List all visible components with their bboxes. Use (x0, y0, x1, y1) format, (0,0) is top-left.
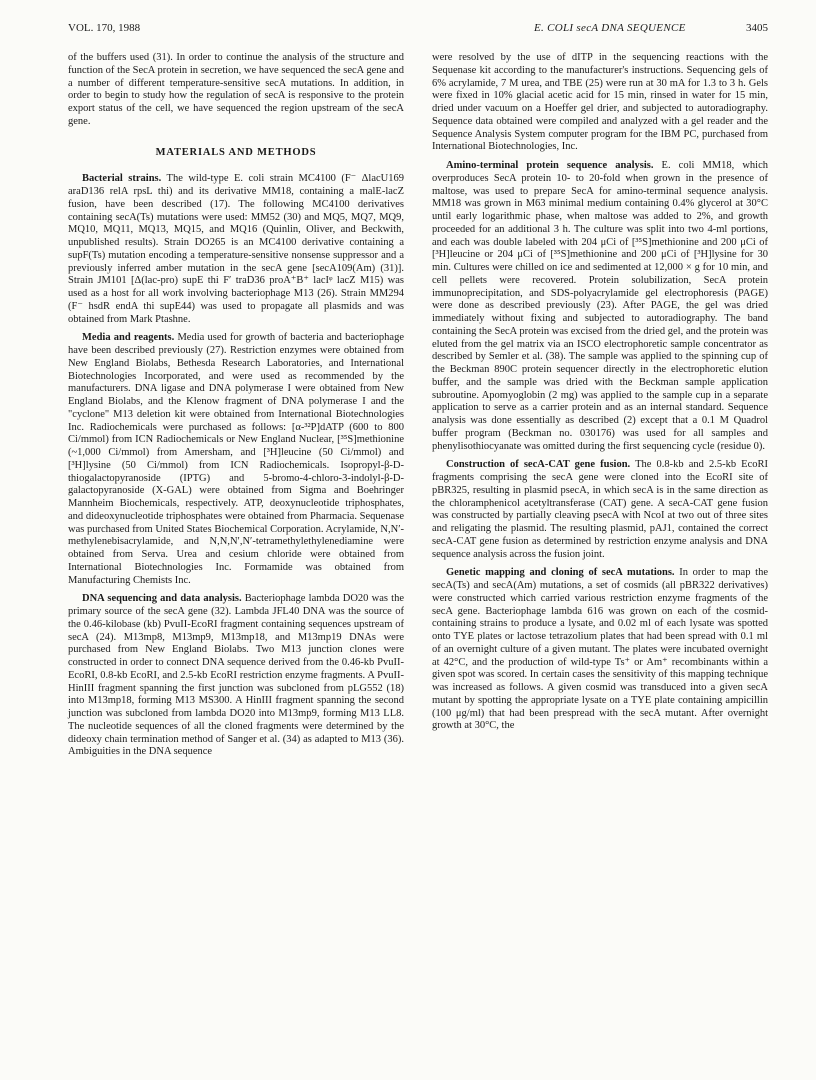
bacterial-strains-paragraph (68, 173, 404, 326)
running-head (68, 22, 768, 36)
section-heading: MATERIALS AND METHODS (155, 146, 317, 158)
intro-paragraph: of the buffers used (31). In order to continue the analysis of the structure and function of the SecA protein in secretion, we have sequenced the secA gene and a number of different temperature-sensitive secA mutations. In addition, in order to begin to study how the regulation of secA is responsive to the protein export status of the cell, we have sequenced the region upstream of the secA gene. (68, 52, 404, 127)
right-column (432, 52, 768, 733)
media-reagents-paragraph (68, 332, 404, 587)
left-column (68, 52, 404, 759)
volume-label: VOL. 170, 1988 (68, 22, 141, 34)
paragraph-body: E. coli MM18, which overproduces SecA protein 10- to 20-fold when grown in the presence of maltose, was used to prepare SecA for amino-terminal sequence analysis. MM18 was grown in M63 minimal medium containing 0.4% glycerol at 30°C until early logarithmic phase, when maltose was added to 2%, and growth proceeded for an additional 3 h. The culture was split into two 4-ml portions, and each was double labeled with 204 μCi of [³⁵S]methionine and 200 μCi of [³H]leucine or 204 μCi of [³⁵S]methionine and 200 μCi of [³H]lysine for 30 min. Cultures were chilled on ice and sedimented at 12,000 × g for 10 min, and cell pellets were recovered. Protein solubilization, SecA protein immunoprecipitation, and SDS-polyacrylamide gel electrophoresis (PAGE) were done as described previously (23). After PAGE, the gel was dried immediately without fixing and subjected to autoradiography. The band containing the SecA protein was excised from the dried gel, and the protein was eluted from the gel matrix via an ISCO electrophoretic sample concentrator as described by Semler et al. (38). The sample was applied to the spinning cup of the Beckman 890C protein sequencer directly in the electrophoretic elution buffer, and the sample was dried with the Beckman sample application subroutine. Apomyoglobin (2 mg) was applied to the sample cup in a separate application to serve as a carrier protein and as an internal standard. Sequence analysis was done essentially as described (2) except that a 0.1 M Quadrol buffer program (Beckman no. 030176) was used for all samples and phenylisothiocyanate was omitted during the first sequencing cycle (residue 0). (432, 160, 769, 452)
run-in-heading: Amino-terminal protein sequence analysis. (446, 160, 654, 171)
run-in-heading: Genetic mapping and cloning of secA mutations. (446, 567, 675, 579)
genetic-mapping-paragraph (432, 567, 768, 733)
paragraph-body: The 0.8-kb and 2.5-kb EcoRI fragments comprising the secA gene were cloned into the EcoRI site of pBR325, resulting in plasmid psecA, in which secA is in the same direction as the chloramphenicol acetyltransferase (CAT) gene. A secA-CAT gene fusion was constructed by partially cleaving psecA with NcoI at two out of three sites and religating the plasmid. The resulting plasmid, pAJ1, contained the correct secA-CAT gene fusion as determined by restriction enzyme analysis and DNA sequence analysis across the fusion joint. (432, 459, 768, 560)
running-title: E. COLI secA DNA SEQUENCE (534, 22, 686, 34)
paragraph-body: In order to map the secA(Ts) and secA(Am) mutations, a set of cosmids (all pBR322 derivatives) were constructed which carried various restriction enzyme fragments of the secA gene. Bacteriophage lambda 616 was grown on each of the cosmid-containing strains to produce a lysate, and 0.02 ml of each lysate was spotted onto TYE plates or lactose tetrazolium plates that had been spread with 0.1 ml of an overnight culture of a given mutant. The plates were incubated overnight at 42°C, and the production of wild-type Ts⁺ or Am⁺ recombinants within a given spot was scored. In certain cases the sensitivity of this mapping technique was increased as follows. A given cosmid was transduced into a given secA mutant by spotting the appropriate lysate on a TYE plate containing ampicillin (100 μg/ml) that had been prespread with the secA mutant. After overnight growth at 30°C, the (432, 567, 768, 732)
run-in-heading: Construction of secA-CAT gene fusion. (446, 459, 631, 471)
run-in-heading: Media and reagents. (82, 332, 175, 344)
paragraph-body: The wild-type E. coli strain MC4100 (F⁻ ΔlacU169 araD136 relA rpsL thi) and its derivative MM18, containing a malE-lacZ fusion, have been described (17). The following MC4100 derivatives containing secA(Ts) mutations were used: MM52 (30) and MQ5, MQ7, MQ9, MQ10, MQ11, MQ13, MQ15, and MQ16 (Quinlin, Oliver, and Beckwith, unpublished results). Strain DO265 is an MC4100 derivative containing a supF(Ts) mutation encoding a temperature-sensitive nonsense suppressor and a previously inferred amber mutation in the secA gene [secA109(Am) (31)]. Strain JM101 [Δ(lac-pro) supE thi F′ traD36 proA⁺B⁺ lacIᵠ lacZ M15) was used as a host for all work involving bacteriophage M13 (26). Strain MM294 (F⁻ hsdR endA thi supE44) was used to propagate all plasmids and was obtained from Mark Ptashne. (68, 173, 405, 325)
paragraph-body: Media used for growth of bacteria and bacteriophage have been described previously (27). Restriction enzymes were obtained from New England Biolabs, Bethesda Research Laboratories, and International Biotechnologies Incorporated, and were used as recommended by the manufacturers. DNA ligase and DNA polymerase I were obtained from New England Biolabs, and the Klenow fragment of DNA polymerase I and the "cyclone" M13 deletion kit were obtained from International Biotechnologies Inc. Radiochemicals were purchased as follows: [α-³²P]dATP (600 to 800 Ci/mmol) from ICN Radiochemicals or New England Nuclear, [³⁵S]methionine (~1,000 Ci/mmol) from Amersham, and [³H]leucine (50 Ci/mmol) and [³H]lysine (50 Ci/mmol) from ICN Radiochemicals. Isopropyl-β-D-thiogalactopyranoside (IPTG) and 5-bromo-4-chloro-3-indolyl-β-D-galactopyranoside (X-GAL) were obtained from Sigma and Boehringer Mannheim Biochemicals, respectively. ATP, deoxynucleotide triphosphates, and dideoxynucleotide triphosphates were obtained from Pharmacia. Sequenase was purchased from United States Biochemical Corporation. Acrylamide, N,N′-methylenebisacrylamide, and N,N,N′,N′-tetramethylethylenediamine were obtained from Serva. Urea and cesium chloride were obtained from International Biotechnologies Inc. Formamide was obtained from Manufacturing Chemists Inc. (68, 332, 404, 586)
run-in-heading: DNA sequencing and data analysis. (82, 593, 242, 605)
run-in-heading: Bacterial strains. (82, 173, 162, 185)
construction-paragraph (432, 459, 768, 561)
paragraph-body: Bacteriophage lambda DO20 was the primary source of the secA gene (32). Lambda JFL40 DNA was the source of the 0.46-kilobase (kb) PvuII-EcoRI fragment containing sequences upstream of secA (24). M13mp8, M13mp9, M13mp18, and M13mp19 DNAs were purchased from New England Biolabs. Two M13 junction clones were constructed in order to connect DNA sequence derived from the 0.46-kb PvuII-EcoRI, 0.8-kb EcoRI, and 2.5-kb EcoRI restriction enzyme fragments. A PvuII-HinIII fragment spanning the first junction was subcloned from pLG552 (18) into M13mp18, forming M13 MS300. A HinIII fragment spanning the second junction was subcloned from lambda DO20 into M13mp9, forming M13 LL8. The nucleotide sequences of all the cloned fragments were determined by the dideoxy chain termination method of Sanger et al. (34) as adapted to M13 (36). Ambiguities in the DNA sequence (68, 593, 404, 758)
dna-sequencing-paragraph (68, 593, 404, 759)
amino-terminal-paragraph (432, 160, 768, 453)
continuation-paragraph: were resolved by the use of dITP in the sequencing reactions with the Sequenase kit according to the manufacturer's instructions. Sequencing gels of 6% acrylamide, 7 M urea, and TBE (25) were run at 30 mA for 1.3 to 3 h. Gels were fixed in 10% glacial acetic acid for 15 min, rinsed in water for 15 min, dried under vacuum on a Hoeffer gel drier, and subjected to autoradiography. Sequence data obtained were compiled and analyzed with a gel reader and the Sequence Analysis System computer program for the IBM PC, purchased from International Biotechnologies, Inc. (432, 52, 768, 153)
page-number: 3405 (746, 22, 768, 34)
